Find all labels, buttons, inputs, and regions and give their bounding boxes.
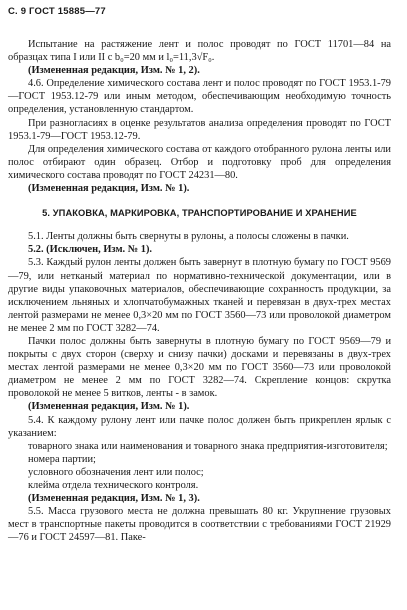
paragraph: номера партии; — [28, 453, 96, 465]
paragraph: условного обозначения лент или полос; — [28, 466, 204, 478]
paragraph: товарного знака или наименования и товарного знака предприятия-изготовителя; — [28, 440, 388, 452]
paragraph: 5.5. Масса грузового места не должна превышать 80 кг. Укрупнение грузовых мест в транспортные пакеты проводится в соответствии с требованиями ГОСТ 21929—76 и ГОСТ 24597—81. Паке- — [8, 506, 391, 544]
amendment-note: (Измененная редакция, Изм. № 1). — [28, 183, 190, 195]
amendment-note: (Измененная редакция, Изм. № 1, 3). — [28, 493, 200, 505]
paragraphs-top — [8, 38, 391, 195]
page-content — [8, 38, 391, 544]
paragraph: 4.6. Определение химического состава лент и полос проводят по ГОСТ 1953.1-79—ГОСТ 1953.12-79 или иным методом, обеспечивающим необходимую точность определения, установленную стандартом. — [8, 78, 391, 116]
paragraph: 5.1. Ленты должны быть свернуты в рулоны, а полосы сложены в пачки. — [28, 231, 349, 243]
paragraph: Испытание на растяжение лент и полос проводят по ГОСТ 11701—84 на образцах типа I или II с b₀=20 мм и l₀=11,3√F₀. — [8, 39, 391, 64]
amendment-note: (Измененная редакция, Изм. № 1). — [28, 401, 190, 413]
paragraphs-bottom — [8, 230, 391, 544]
paragraph: клейма отдела технического контроля. — [28, 480, 199, 491]
page-header: С. 9 ГОСТ 15885—77 — [8, 6, 106, 17]
section-title: 5. УПАКОВКА, МАРКИРОВКА, ТРАНСПОРТИРОВАНИЕ И ХРАНЕНИЕ — [42, 208, 357, 219]
amendment-note: (Измененная редакция, Изм. № 1, 2). — [28, 65, 200, 77]
paragraph: При разногласиях в оценке результатов анализа определения проводят по ГОСТ 1953.1-79—ГОСТ 1953.12-79. — [8, 117, 391, 142]
paragraph: 5.3. Каждый рулон ленты должен быть завернут в плотную бумагу по ГОСТ 9569—79, или нетканый материал по нормативно-технической документации, или в другие виды упаковочных материалов, обеспечивающие сохранность продукции, за исключением льняных и хлопчатобумажных тканей и перевязан в двух-трех местах лентой размерами не менее 0,3×20 мм по ГОСТ 3560—73 или проволокой диаметром не менее 2 мм по ГОСТ 3282—74. — [8, 257, 391, 334]
amendment-note: 5.2. (Исключен, Изм. № 1). — [28, 244, 153, 256]
paragraph: 5.4. К каждому рулону лент или пачке полос должен быть прикреплен ярлык с указанием: — [8, 414, 391, 439]
paragraph: Для определения химического состава от каждого отобранного рулона ленты или полос отбирают один образец. Отбор и подготовку проб для определения химического состава проводят по ГОСТ 24231—80. — [8, 143, 391, 181]
paragraph: Пачки полос должны быть завернуты в плотную бумагу по ГОСТ 9569—79 и покрыты с двух сторон (сверху и снизу пачки) досками и перевязаны в двух-трех местах лентой размерами не менее 0,3×20 мм по ГОСТ 3560—73 или проволокой диаметром не менее 2 мм по ГОСТ 3282—74. Скрепление концов: скрутка проволокой не менее 5 витков, ленты - в замок. — [8, 335, 391, 400]
